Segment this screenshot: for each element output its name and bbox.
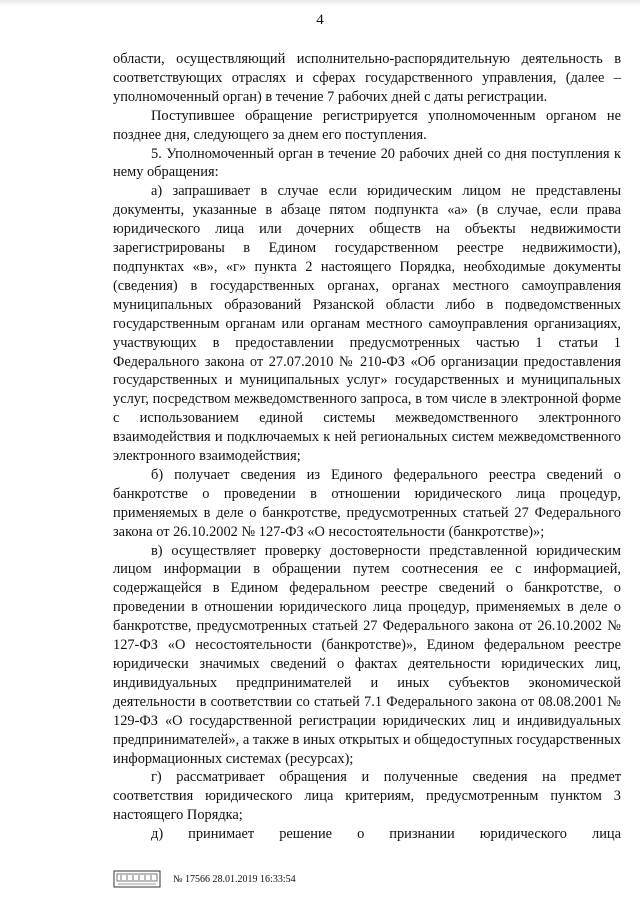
paragraph-item-g: г) рассматривает обращения и полученные сведения на предмет соответствия юридического лица критериям, предусмотренным пунктом 3 настоящего Порядка; <box>113 769 621 824</box>
paragraph-continuation: области, осуществляющий исполнительно-распорядительную деятельность в соответствующих отраслях и сферах государственного управления, (далее – уполномоченный орган) в течение 7 рабочих дней с даты регистрации. <box>113 51 621 105</box>
paragraph-registration: Поступившее обращение регистрируется уполномоченным органом не позднее дня, следующего за днем его поступления. <box>113 107 621 143</box>
footer-stamp <box>113 868 296 890</box>
scan-edge <box>0 0 640 6</box>
paragraph-item-b: б) получает сведения из Единого федерального реестра сведений о банкротстве о проведении в отношении юридического лица процедур, применяемых в деле о банкротстве, предусмотренных статьей 27 Федерального закона от 26.10.2002 № 127-ФЗ «О несостоятельности (банкротстве)»; <box>113 466 621 540</box>
document-body <box>113 50 621 844</box>
page-number: 4 <box>316 12 324 28</box>
paragraph-clause-5: 5. Уполномоченный орган в течение 20 рабочих дней со дня поступления к нему обращения: <box>113 145 621 181</box>
registry-seal-icon <box>113 870 161 888</box>
paragraph-item-v: в) осуществляет проверку достоверности представленной юридическим лицом информации в обращении путем соотнесения ее с информацией, содержащейся в Едином федеральном реестре сведений о банкротстве, о проведении в отношении юридического лица процедур, применяемых в деле о банкротстве, предусмотренных статьей 27 Федерального закона от 26.10.2002 № 127-ФЗ «О несостоятельности (банкротстве)», Едином федеральном реестре юридически значимых сведений о фактах деятельности юридических лиц, индивидуальных предпринимателей и иных субъектов экономической деятельности в соответствии со статьей 7.1 Федерального закона от 08.08.2001 № 129-ФЗ «О государственной регистрации юридических лиц и индивидуальных предпринимателей», а также в иных открытых и общедоступных государственных информационных системах (ресурсах); <box>113 542 621 767</box>
registration-stamp: № 17566 28.01.2019 16:33:54 <box>173 873 296 885</box>
paragraph-item-a: а) запрашивает в случае если юридическим лицом не представлены документы, указанные в абзаце пятом подпункта «а» (в случае, если права юридического лица или дочерних обществ на объекты недвижимости зарегистрированы в Едином государственном реестре недвижимости), подпунктах «в», «г» пункта 2 настоящего Порядка, необходимые документы (сведения) в государственных органах, органах местного самоуправления муниципальных образований Рязанской области либо в подведомственных государственным органам или органам местного самоуправления организациях, участвующих в предоставлении предусмотренных частью 1 статьи 1 Федерального закона от 27.07.2010 № 210-ФЗ «Об организации предоставления государственных и муниципальных услуг» государственных и муниципальных услуг, посредством межведомственного запроса, в том числе в электронной форме с использованием единой системы межведомственного электронного взаимодействия и подключаемых к ней региональных систем межведомственного электронного взаимодействия; <box>113 183 621 465</box>
paragraph-item-d: д) принимает решение о признании юридического лица <box>151 826 621 843</box>
